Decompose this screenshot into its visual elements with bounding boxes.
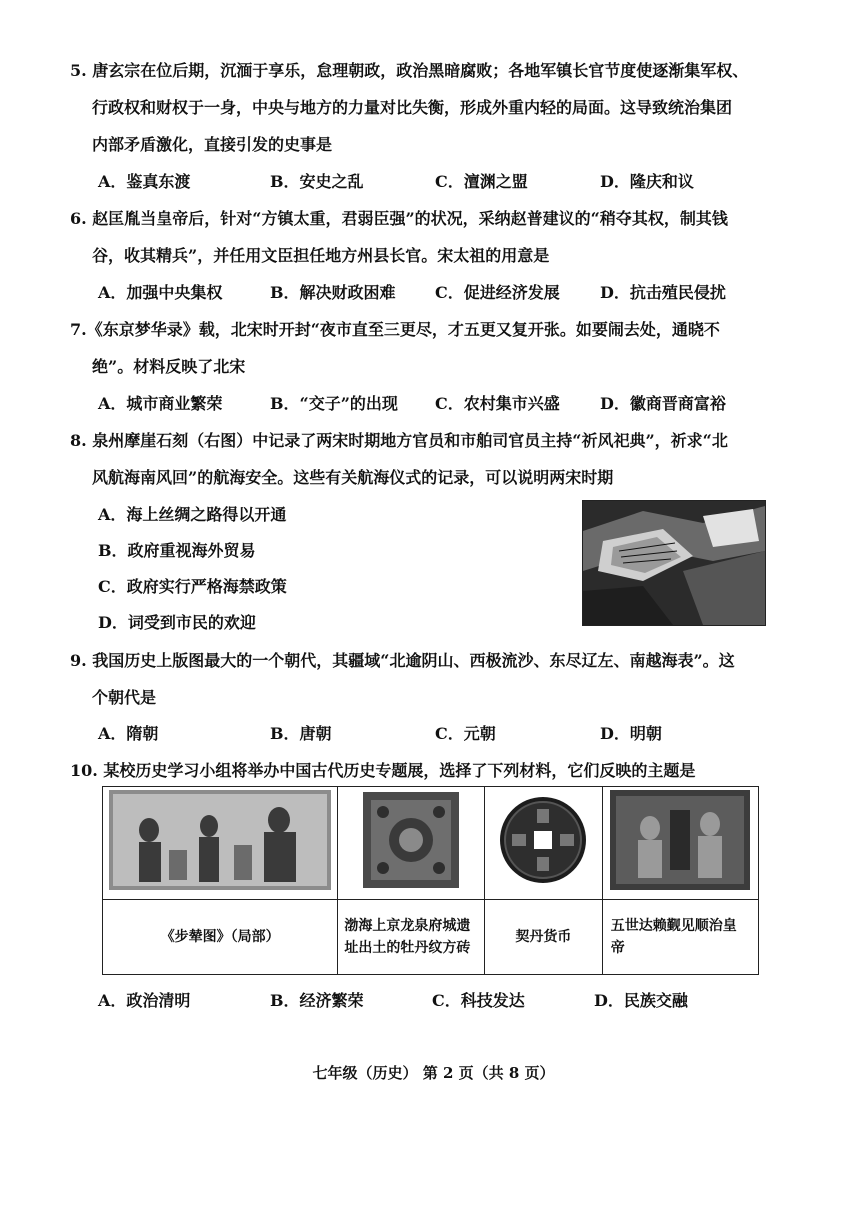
option-a[interactable]: A．加强中央集权 — [98, 283, 223, 302]
dalai-lama-audience-image — [602, 787, 758, 900]
option-b[interactable]: B．政府重视海外贸易 — [98, 541, 256, 560]
question-7-line: 绝”。材料反映了北宋 — [92, 357, 246, 376]
option-b[interactable]: B．经济繁荣 — [270, 991, 364, 1010]
caption-dalai-lama: 五世达赖觐见顺治皇帝 — [602, 900, 758, 975]
option-a[interactable]: A．隋朝 — [98, 724, 159, 743]
option-c[interactable]: C．促进经济发展 — [435, 283, 560, 302]
option-b[interactable]: B．“交子”的出现 — [270, 394, 398, 413]
question-5-line: 内部矛盾激化，直接引发的史事是 — [92, 135, 333, 154]
option-d[interactable]: D．明朝 — [600, 724, 662, 743]
question-5-line: 5. 唐玄宗在位后期，沉湎于享乐，怠理朝政，政治黑暗腐败；各地军镇长官节度使逐渐集军权、 — [70, 61, 749, 80]
question-6-line: 谷，收其精兵”，并任用文臣担任地方州县长官。宋太祖的用意是 — [92, 246, 550, 265]
question-5-options — [98, 163, 788, 200]
option-a[interactable]: A．城市商业繁荣 — [98, 394, 223, 413]
materials-table — [102, 786, 759, 975]
question-10-line: 10. 某校历史学习小组将举办中国古代历史专题展，选择了下列材料，它们反映的主题是 — [70, 761, 696, 780]
option-b[interactable]: B．安史之乱 — [270, 172, 364, 191]
quanzhou-cliff-inscription-photo — [582, 500, 766, 626]
option-c[interactable]: C．元朝 — [435, 724, 496, 743]
question-7-line: 7.《东京梦华录》载，北宋时开封“夜市直至三更尽，才五更又复开张。如要闹去处，通晓不 — [70, 320, 720, 339]
option-b[interactable]: B．解决财政困难 — [270, 283, 396, 302]
option-c[interactable]: C．科技发达 — [432, 991, 525, 1010]
question-8-line: 8. 泉州摩崖石刻（右图）中记录了两宋时期地方官员和市舶司官员主持“祈风祀典”，祈求“北 — [70, 431, 728, 450]
question-7-options — [98, 385, 788, 422]
question-10-options — [98, 982, 788, 1019]
caption-bunian: 《步辇图》（局部） — [103, 900, 338, 975]
question-6 — [70, 200, 790, 274]
option-a[interactable]: A．鉴真东渡 — [98, 172, 191, 191]
question-5-line: 行政权和财权于一身，中央与地方的力量对比失衡，形成外重内轻的局面。这导致统治集团 — [92, 98, 733, 117]
question-9 — [70, 642, 790, 716]
option-c[interactable]: C．澶渊之盟 — [435, 172, 528, 191]
option-d[interactable]: D．抗击殖民侵扰 — [600, 283, 726, 302]
khitan-coin-image — [485, 787, 603, 900]
peony-brick-image — [338, 787, 485, 900]
page-footer: 七年级（历史） 第 2 页（共 8 页） — [312, 1064, 555, 1082]
option-c[interactable]: C．农村集市兴盛 — [435, 394, 560, 413]
question-10 — [70, 752, 790, 789]
question-9-options — [98, 715, 788, 752]
option-d[interactable]: D．隆庆和议 — [600, 172, 694, 191]
caption-khitan-coin: 契丹货币 — [485, 900, 603, 975]
option-a[interactable]: A．政治清明 — [98, 991, 191, 1010]
caption-peony-brick: 渤海上京龙泉府城遗址出土的牡丹纹方砖 — [338, 900, 485, 975]
question-8 — [70, 422, 790, 496]
option-d[interactable]: D．词受到市民的欢迎 — [98, 613, 256, 632]
question-6-options — [98, 274, 788, 311]
question-6-line: 6. 赵匡胤当皇帝后，针对“方镇太重，君弱臣强”的状况，采纳赵普建议的“稍夺其权，制其钱 — [70, 209, 728, 228]
option-c[interactable]: C．政府实行严格海禁政策 — [98, 577, 287, 596]
question-8-line: 风航海南风回”的航海安全。这些有关航海仪式的记录，可以说明两宋时期 — [92, 468, 614, 487]
question-9-line: 9. 我国历史上版图最大的一个朝代，其疆域“北逾阴山、西极流沙、东尽辽左、南越海表”。这 — [70, 651, 735, 670]
option-a[interactable]: A．海上丝绸之路得以开通 — [98, 505, 287, 524]
bunian-painting-image — [103, 787, 338, 900]
question-7 — [70, 311, 790, 385]
question-5 — [70, 52, 790, 163]
option-d[interactable]: D．徽商晋商富裕 — [600, 394, 726, 413]
option-b[interactable]: B．唐朝 — [270, 724, 332, 743]
question-9-line: 个朝代是 — [92, 688, 157, 707]
option-d[interactable]: D．民族交融 — [594, 991, 688, 1010]
